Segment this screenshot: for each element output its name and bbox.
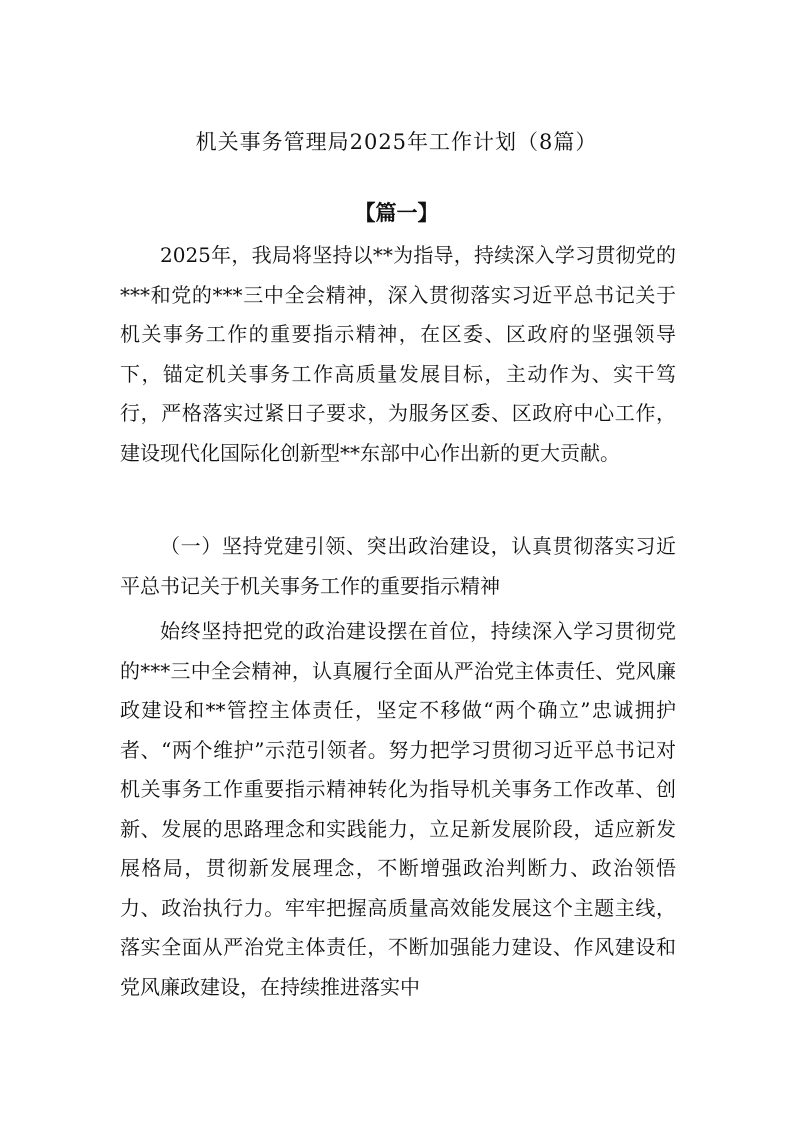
document-title: 机关事务管理局2025年工作计划（8篇） [195, 130, 598, 154]
paragraph-intro: 2025年，我局将坚持以**为指导，持续深入学习贯彻党的***和党的***三中全会精神，深入贯彻落实习近平总书记关于机关事务工作的重要指示精神，在区委、区政府的坚强领导下，锚定机关事务工作高质量发展目标，主动作为、实干笃行，严格落实过紧日子要求，为服务区委、区政府中心工作，建设现代化国际化创新型**东部中心作出新的更大贡献。 [120, 243, 676, 465]
section-heading: 【篇一】 [354, 200, 439, 225]
subsection-heading: （一）坚持党建引领、突出政治建设，认真贯彻落实习近平总书记关于机关事务工作的重要指示精神 [120, 534, 676, 598]
paragraph-body: 始终坚持把党的政治建设摆在首位，持续深入学习贯彻党的***三中全会精神，认真履行全面从严治党主体责任、党风廉政建设和**管控主体责任，坚定不移做“两个确立”忠诚拥护者、“两个维护”示范引领者。努力把学习贯彻习近平总书记对机关事务工作重要指示精神转化为指导机关事务工作改革、创新、发展的思路理念和实践能力，立足新发展阶段，适应新发展格局，贯彻新发展理念，不断增强政治判断力、政治领悟力、政治执行力。牢牢把握高质量高效能发展这个主题主线，落实全面从严治党主体责任，不断加强能力建设、作风建设和党风廉政建设，在持续推进落实中 [120, 619, 676, 999]
